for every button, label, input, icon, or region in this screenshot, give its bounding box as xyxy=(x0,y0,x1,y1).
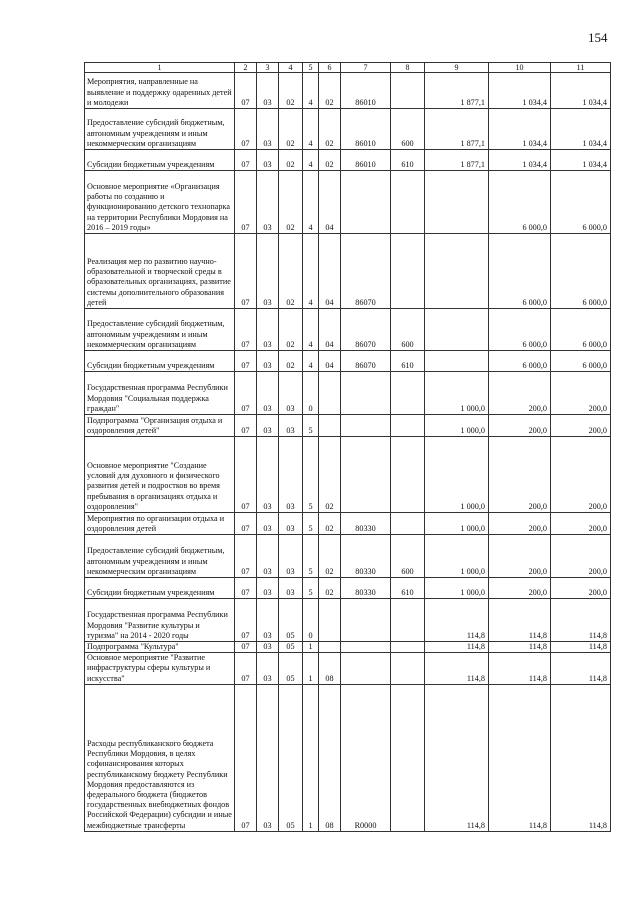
cell-subsection: 03 xyxy=(279,372,303,415)
cell-amount-3: 200,0 xyxy=(551,513,611,535)
table-body xyxy=(85,73,611,832)
cell-subsection: 02 xyxy=(279,109,303,150)
cell-amount-1: 1 000,0 xyxy=(425,372,489,415)
row-description: Мероприятия по организации отдыха и оздоровления детей xyxy=(85,513,235,535)
cell-amount-3: 200,0 xyxy=(551,535,611,578)
table-row xyxy=(85,684,611,831)
cell-subsection: 02 xyxy=(279,309,303,351)
cell-target-article xyxy=(341,642,391,653)
cell-subsection: 03 xyxy=(279,578,303,599)
cell-amount-3: 6 000,0 xyxy=(551,309,611,351)
cell-amount-2: 114,8 xyxy=(489,653,551,685)
cell-amount-2: 114,8 xyxy=(489,684,551,831)
row-description: Субсидии бюджетным учреждениям xyxy=(85,351,235,372)
cell-amount-3: 114,8 xyxy=(551,653,611,685)
column-header: 8 xyxy=(391,63,425,73)
cell-ministry: 07 xyxy=(235,150,257,171)
cell-amount-1 xyxy=(425,171,489,234)
cell-program: 5 xyxy=(303,578,319,599)
row-description: Подпрограмма "Культура" xyxy=(85,642,235,653)
cell-subsection: 05 xyxy=(279,653,303,685)
cell-program: 4 xyxy=(303,234,319,309)
cell-expense-type: 600 xyxy=(391,309,425,351)
cell-amount-2: 200,0 xyxy=(489,513,551,535)
cell-amount-2: 200,0 xyxy=(489,437,551,513)
cell-ministry: 07 xyxy=(235,351,257,372)
cell-amount-2: 1 034,4 xyxy=(489,150,551,171)
cell-target-article: 86070 xyxy=(341,234,391,309)
cell-amount-2: 200,0 xyxy=(489,415,551,437)
cell-section: 03 xyxy=(257,234,279,309)
cell-target-article xyxy=(341,599,391,642)
cell-amount-2: 200,0 xyxy=(489,578,551,599)
cell-amount-1: 114,8 xyxy=(425,684,489,831)
cell-target-article: 80330 xyxy=(341,535,391,578)
row-description: Государственная программа Республики Мордовия "Социальная поддержка граждан" xyxy=(85,372,235,415)
cell-program: 0 xyxy=(303,599,319,642)
cell-amount-2: 6 000,0 xyxy=(489,309,551,351)
cell-amount-3: 6 000,0 xyxy=(551,351,611,372)
cell-expense-type xyxy=(391,642,425,653)
cell-amount-3: 1 034,4 xyxy=(551,109,611,150)
cell-section: 03 xyxy=(257,372,279,415)
cell-section: 03 xyxy=(257,309,279,351)
cell-subprogram: 02 xyxy=(319,535,341,578)
cell-section: 03 xyxy=(257,150,279,171)
row-description: Предоставление субсидий бюджетным, автономным учреждениям и иным некоммерческим организациям xyxy=(85,309,235,351)
table-row xyxy=(85,642,611,653)
cell-subprogram: 04 xyxy=(319,171,341,234)
cell-expense-type xyxy=(391,73,425,109)
table-row xyxy=(85,372,611,415)
cell-section: 03 xyxy=(257,415,279,437)
cell-subsection: 03 xyxy=(279,437,303,513)
table-row xyxy=(85,513,611,535)
cell-amount-1: 114,8 xyxy=(425,653,489,685)
cell-section: 03 xyxy=(257,437,279,513)
cell-expense-type xyxy=(391,437,425,513)
cell-amount-2: 6 000,0 xyxy=(489,171,551,234)
cell-subsection: 02 xyxy=(279,234,303,309)
cell-subsection: 02 xyxy=(279,171,303,234)
cell-expense-type: 610 xyxy=(391,351,425,372)
cell-subprogram: 04 xyxy=(319,234,341,309)
cell-subsection: 05 xyxy=(279,684,303,831)
cell-expense-type xyxy=(391,415,425,437)
cell-subprogram: 08 xyxy=(319,653,341,685)
cell-program: 5 xyxy=(303,513,319,535)
cell-subsection: 02 xyxy=(279,150,303,171)
cell-ministry: 07 xyxy=(235,437,257,513)
cell-section: 03 xyxy=(257,684,279,831)
cell-ministry: 07 xyxy=(235,513,257,535)
cell-ministry: 07 xyxy=(235,109,257,150)
cell-amount-1: 1 877,1 xyxy=(425,73,489,109)
cell-subprogram xyxy=(319,642,341,653)
cell-program: 4 xyxy=(303,73,319,109)
cell-ministry: 07 xyxy=(235,578,257,599)
cell-expense-type xyxy=(391,234,425,309)
cell-target-article: 86070 xyxy=(341,351,391,372)
cell-program: 4 xyxy=(303,109,319,150)
cell-expense-type: 610 xyxy=(391,150,425,171)
row-description: Подпрограмма "Организация отдыха и оздоровления детей" xyxy=(85,415,235,437)
row-description: Расходы республиканского бюджета Республики Мордовия, в целях софинансирования которых республиканскому бюджету Республики Мордовия предоставляются из федерального бюджета (бюджетов государственных внебюджетных фондов Российской Федерации) субсидии и иные межбюджетные трансферты xyxy=(85,684,235,831)
cell-subsection: 03 xyxy=(279,513,303,535)
cell-subsection: 02 xyxy=(279,351,303,372)
row-description: Основное мероприятие "Развитие инфраструктуры сферы культуры и искусства" xyxy=(85,653,235,685)
cell-subprogram: 08 xyxy=(319,684,341,831)
cell-expense-type xyxy=(391,653,425,685)
cell-program: 1 xyxy=(303,653,319,685)
cell-target-article: 80330 xyxy=(341,578,391,599)
table-row xyxy=(85,437,611,513)
cell-subprogram: 02 xyxy=(319,513,341,535)
column-header: 2 xyxy=(235,63,257,73)
column-header: 10 xyxy=(489,63,551,73)
cell-section: 03 xyxy=(257,578,279,599)
cell-target-article xyxy=(341,171,391,234)
row-description: Субсидии бюджетным учреждениям xyxy=(85,150,235,171)
cell-subprogram: 02 xyxy=(319,437,341,513)
cell-ministry: 07 xyxy=(235,309,257,351)
cell-ministry: 07 xyxy=(235,171,257,234)
cell-amount-1: 1 000,0 xyxy=(425,513,489,535)
cell-amount-1: 1 877,1 xyxy=(425,109,489,150)
row-description: Предоставление субсидий бюджетным, автономным учреждениям и иным некоммерческим организациям xyxy=(85,535,235,578)
table-row xyxy=(85,415,611,437)
row-description: Субсидии бюджетным учреждениям xyxy=(85,578,235,599)
cell-section: 03 xyxy=(257,73,279,109)
row-description: Реализация мер по развитию научно-образовательной и творческой среды в образовательных организациях, развитие системы дополнительного образования детей xyxy=(85,234,235,309)
cell-amount-3: 114,8 xyxy=(551,599,611,642)
cell-target-article: 86010 xyxy=(341,109,391,150)
column-header: 9 xyxy=(425,63,489,73)
cell-subprogram: 04 xyxy=(319,351,341,372)
cell-section: 03 xyxy=(257,599,279,642)
row-description: Государственная программа Республики Мордовия "Развитие культуры и туризма" на 2014 - 2020 годы xyxy=(85,599,235,642)
row-description: Предоставление субсидий бюджетным, автономным учреждениям и иным некоммерческим организациям xyxy=(85,109,235,150)
cell-amount-1: 1 000,0 xyxy=(425,578,489,599)
table-row xyxy=(85,351,611,372)
cell-amount-1: 1 000,0 xyxy=(425,437,489,513)
cell-amount-2: 200,0 xyxy=(489,372,551,415)
cell-target-article xyxy=(341,437,391,513)
row-description: Основное мероприятие "Создание условий для духовного и физического развития детей и подростков во время пребывания в организациях отдыха и оздоровления" xyxy=(85,437,235,513)
cell-program: 4 xyxy=(303,309,319,351)
cell-amount-3: 6 000,0 xyxy=(551,234,611,309)
column-header: 11 xyxy=(551,63,611,73)
column-header: 5 xyxy=(303,63,319,73)
cell-amount-3: 114,8 xyxy=(551,684,611,831)
cell-subprogram xyxy=(319,599,341,642)
cell-amount-3: 200,0 xyxy=(551,372,611,415)
cell-program: 4 xyxy=(303,351,319,372)
cell-expense-type: 610 xyxy=(391,578,425,599)
cell-ministry: 07 xyxy=(235,73,257,109)
cell-subprogram: 04 xyxy=(319,309,341,351)
cell-amount-1: 114,8 xyxy=(425,642,489,653)
cell-amount-2: 114,8 xyxy=(489,642,551,653)
cell-ministry: 07 xyxy=(235,372,257,415)
cell-target-article: 86010 xyxy=(341,73,391,109)
cell-target-article: 86010 xyxy=(341,150,391,171)
table-row xyxy=(85,653,611,685)
cell-ministry: 07 xyxy=(235,535,257,578)
cell-target-article xyxy=(341,372,391,415)
cell-subsection: 02 xyxy=(279,73,303,109)
cell-amount-1 xyxy=(425,309,489,351)
cell-section: 03 xyxy=(257,351,279,372)
cell-program: 4 xyxy=(303,150,319,171)
cell-ministry: 07 xyxy=(235,653,257,685)
column-header: 1 xyxy=(85,63,235,73)
table-header-row xyxy=(85,63,611,73)
column-header: 4 xyxy=(279,63,303,73)
table-row xyxy=(85,234,611,309)
cell-subprogram: 02 xyxy=(319,150,341,171)
cell-amount-3: 200,0 xyxy=(551,578,611,599)
cell-target-article xyxy=(341,653,391,685)
cell-section: 03 xyxy=(257,109,279,150)
cell-target-article: R0000 xyxy=(341,684,391,831)
cell-section: 03 xyxy=(257,535,279,578)
cell-target-article: 86070 xyxy=(341,309,391,351)
page-number: 154 xyxy=(588,30,608,45)
cell-amount-3: 1 034,4 xyxy=(551,150,611,171)
cell-ministry: 07 xyxy=(235,642,257,653)
cell-program: 1 xyxy=(303,684,319,831)
cell-amount-3: 114,8 xyxy=(551,642,611,653)
cell-program: 5 xyxy=(303,437,319,513)
cell-amount-2: 200,0 xyxy=(489,535,551,578)
cell-program: 1 xyxy=(303,642,319,653)
cell-subsection: 05 xyxy=(279,599,303,642)
cell-subsection: 03 xyxy=(279,535,303,578)
cell-amount-1: 1 877,1 xyxy=(425,150,489,171)
cell-ministry: 07 xyxy=(235,684,257,831)
cell-amount-1 xyxy=(425,234,489,309)
table-row xyxy=(85,309,611,351)
cell-amount-1: 1 000,0 xyxy=(425,415,489,437)
cell-program: 5 xyxy=(303,415,319,437)
cell-program: 4 xyxy=(303,171,319,234)
cell-amount-3: 6 000,0 xyxy=(551,171,611,234)
cell-section: 03 xyxy=(257,642,279,653)
cell-program: 0 xyxy=(303,372,319,415)
cell-subprogram xyxy=(319,415,341,437)
cell-amount-2: 1 034,4 xyxy=(489,73,551,109)
cell-subprogram: 02 xyxy=(319,578,341,599)
cell-section: 03 xyxy=(257,653,279,685)
cell-expense-type xyxy=(391,171,425,234)
cell-amount-2: 114,8 xyxy=(489,599,551,642)
cell-amount-1: 114,8 xyxy=(425,599,489,642)
table-row xyxy=(85,109,611,150)
row-description: Мероприятия, направленные на выявление и поддержку одаренных детей и молодежи xyxy=(85,73,235,109)
cell-amount-3: 1 034,4 xyxy=(551,73,611,109)
cell-subprogram: 02 xyxy=(319,109,341,150)
cell-expense-type: 600 xyxy=(391,109,425,150)
cell-ministry: 07 xyxy=(235,234,257,309)
cell-expense-type xyxy=(391,599,425,642)
row-description: Основное мероприятие «Организация работы по созданию и функционированию детского технопарка на территории Республики Мордовия на 2016 – 2019 годы» xyxy=(85,171,235,234)
cell-subprogram: 02 xyxy=(319,73,341,109)
cell-subsection: 05 xyxy=(279,642,303,653)
table-row xyxy=(85,171,611,234)
cell-subsection: 03 xyxy=(279,415,303,437)
cell-amount-2: 6 000,0 xyxy=(489,234,551,309)
column-header: 7 xyxy=(341,63,391,73)
cell-target-article xyxy=(341,415,391,437)
cell-program: 5 xyxy=(303,535,319,578)
cell-expense-type xyxy=(391,372,425,415)
cell-subprogram xyxy=(319,372,341,415)
budget-table xyxy=(84,62,611,832)
cell-amount-3: 200,0 xyxy=(551,415,611,437)
column-header: 3 xyxy=(257,63,279,73)
cell-expense-type xyxy=(391,684,425,831)
table-row xyxy=(85,535,611,578)
cell-target-article: 80330 xyxy=(341,513,391,535)
table-row xyxy=(85,599,611,642)
cell-amount-2: 6 000,0 xyxy=(489,351,551,372)
cell-section: 03 xyxy=(257,171,279,234)
cell-amount-3: 200,0 xyxy=(551,437,611,513)
cell-amount-1 xyxy=(425,351,489,372)
cell-expense-type xyxy=(391,513,425,535)
table-row xyxy=(85,150,611,171)
cell-expense-type: 600 xyxy=(391,535,425,578)
cell-ministry: 07 xyxy=(235,599,257,642)
table-row xyxy=(85,73,611,109)
cell-ministry: 07 xyxy=(235,415,257,437)
cell-amount-2: 1 034,4 xyxy=(489,109,551,150)
cell-amount-1: 1 000,0 xyxy=(425,535,489,578)
cell-section: 03 xyxy=(257,513,279,535)
table-row xyxy=(85,578,611,599)
column-header: 6 xyxy=(319,63,341,73)
